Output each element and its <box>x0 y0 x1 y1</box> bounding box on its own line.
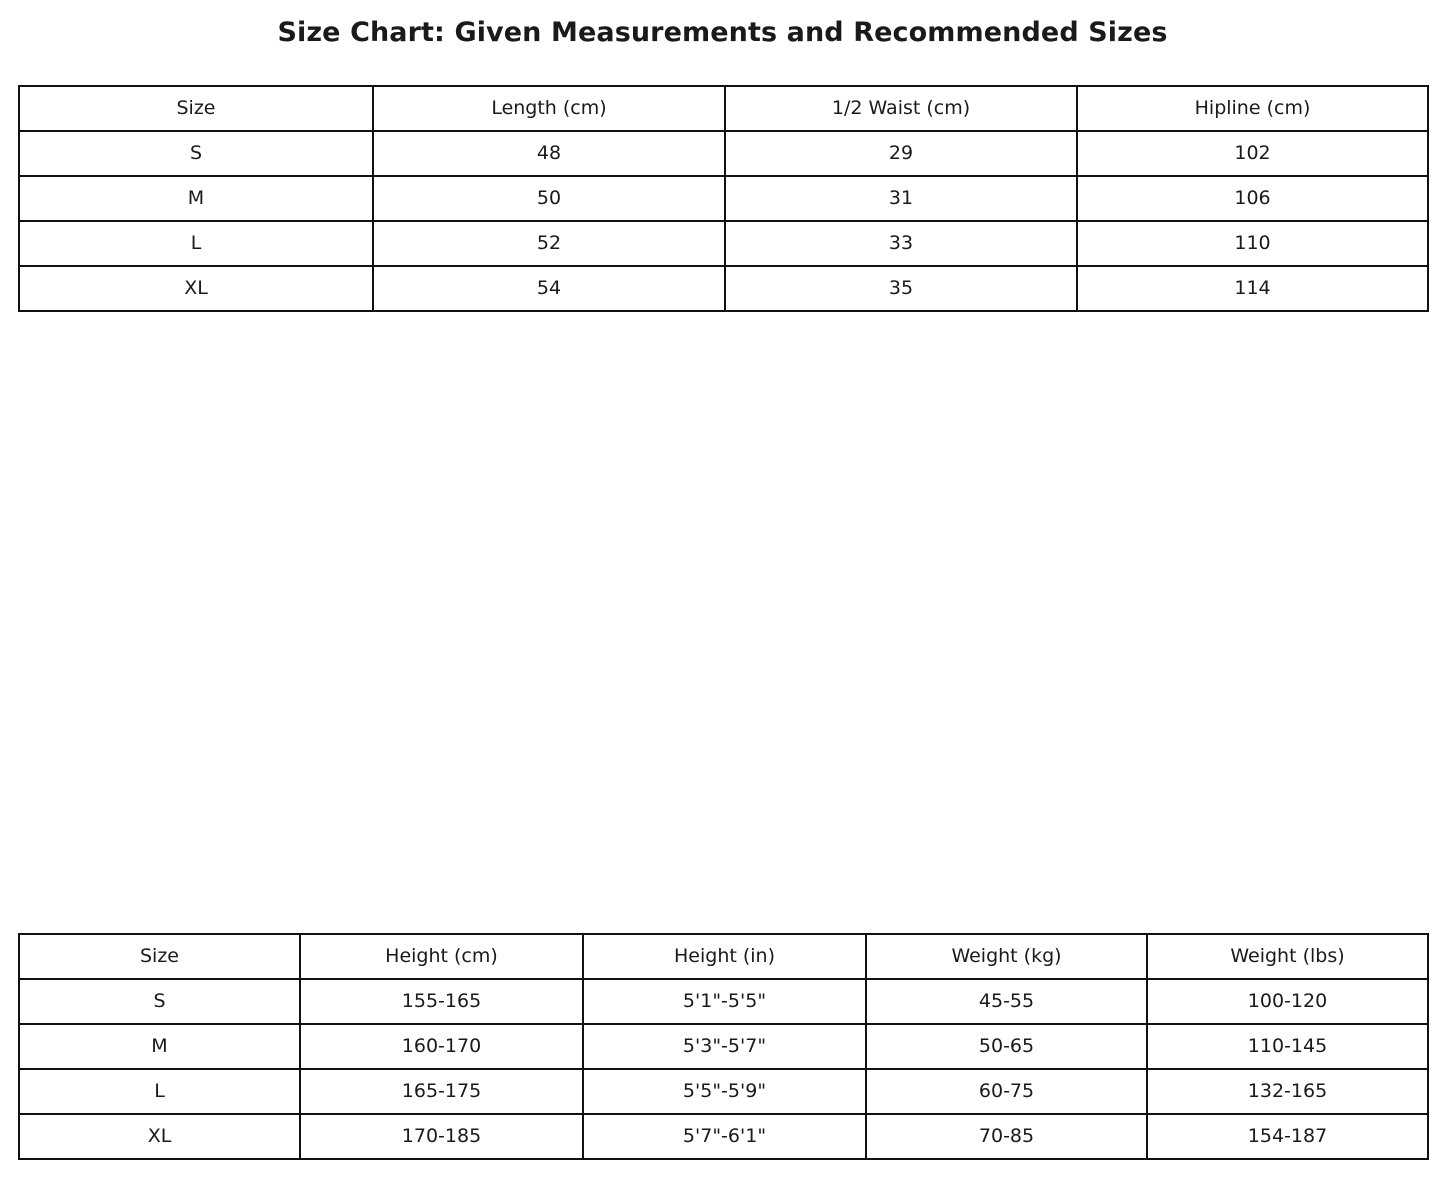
table-cell: 45-55 <box>866 979 1147 1024</box>
table-cell: 154-187 <box>1147 1114 1428 1159</box>
table-cell: 60-75 <box>866 1069 1147 1114</box>
table-row <box>19 1024 1428 1069</box>
table-cell: 50-65 <box>866 1024 1147 1069</box>
table-cell: 29 <box>725 131 1077 176</box>
table-cell: 70-85 <box>866 1114 1147 1159</box>
table-cell: 102 <box>1077 131 1428 176</box>
table-cell: XL <box>19 266 373 311</box>
table-cell: 5'3"-5'7" <box>583 1024 866 1069</box>
table-cell: L <box>19 221 373 266</box>
table-cell: 114 <box>1077 266 1428 311</box>
table-row <box>19 979 1428 1024</box>
table-cell: M <box>19 176 373 221</box>
column-header: Length (cm) <box>373 86 725 131</box>
table-cell: 106 <box>1077 176 1428 221</box>
column-header: Height (in) <box>583 934 866 979</box>
table-cell: 110-145 <box>1147 1024 1428 1069</box>
table-cell: 132-165 <box>1147 1069 1428 1114</box>
table-row <box>19 266 1428 311</box>
table-row <box>19 1114 1428 1159</box>
table-cell: 170-185 <box>300 1114 583 1159</box>
table-cell: 5'1"-5'5" <box>583 979 866 1024</box>
table-cell: 165-175 <box>300 1069 583 1114</box>
column-header: Weight (lbs) <box>1147 934 1428 979</box>
table-row <box>19 131 1428 176</box>
table-cell: M <box>19 1024 300 1069</box>
table-header-row <box>19 934 1428 979</box>
table-cell: 35 <box>725 266 1077 311</box>
table-cell: 52 <box>373 221 725 266</box>
column-header: Hipline (cm) <box>1077 86 1428 131</box>
table-cell: 155-165 <box>300 979 583 1024</box>
table-cell: 5'5"-5'9" <box>583 1069 866 1114</box>
table-cell: XL <box>19 1114 300 1159</box>
column-header: Size <box>19 86 373 131</box>
page-title: Size Chart: Given Measurements and Recommended Sizes <box>277 17 1168 48</box>
table-header-row <box>19 86 1428 131</box>
recommended-sizes-table <box>18 933 1429 1160</box>
column-header: 1/2 Waist (cm) <box>725 86 1077 131</box>
table-cell: S <box>19 131 373 176</box>
table-cell: 110 <box>1077 221 1428 266</box>
column-header: Weight (kg) <box>866 934 1147 979</box>
measurements-table <box>18 85 1429 312</box>
table-cell: S <box>19 979 300 1024</box>
table-cell: 5'7"-6'1" <box>583 1114 866 1159</box>
table-row <box>19 176 1428 221</box>
table-row <box>19 221 1428 266</box>
table-cell: 33 <box>725 221 1077 266</box>
column-header: Height (cm) <box>300 934 583 979</box>
table-cell: 160-170 <box>300 1024 583 1069</box>
table-row <box>19 1069 1428 1114</box>
column-header: Size <box>19 934 300 979</box>
table-cell: L <box>19 1069 300 1114</box>
table-cell: 100-120 <box>1147 979 1428 1024</box>
table-cell: 50 <box>373 176 725 221</box>
table-cell: 31 <box>725 176 1077 221</box>
table-cell: 54 <box>373 266 725 311</box>
table-cell: 48 <box>373 131 725 176</box>
